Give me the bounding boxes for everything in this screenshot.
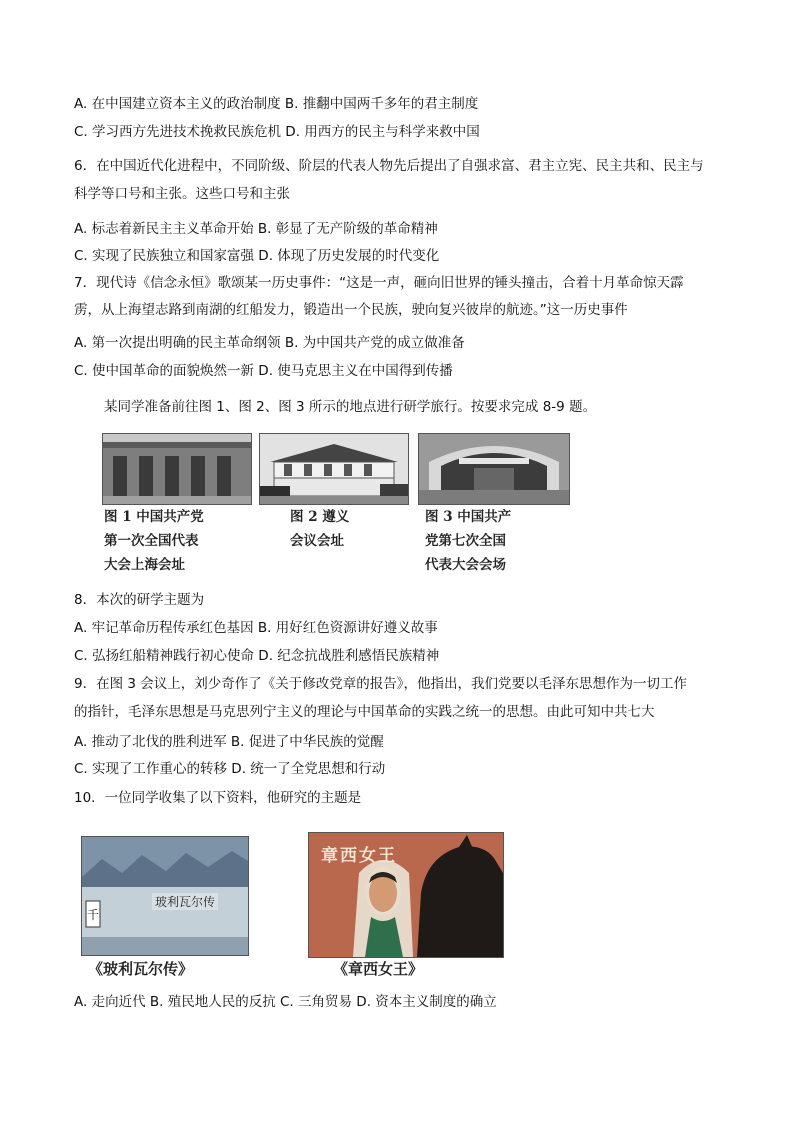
q10-options: A. 走向近代 B. 殖民地人民的反抗 C. 三角贸易 D. 资本主义制度的确立 bbox=[74, 994, 497, 1010]
q6-option-line-1: A. 标志着新民主主义革命开始 B. 彰显了无产阶级的革命精神 bbox=[74, 221, 438, 237]
q8-stem: 8．本次的研学主题为 bbox=[74, 592, 205, 608]
q8-option-line-2: C. 弘扬红船精神践行初心使命 D. 纪念抗战胜利感悟民族精神 bbox=[74, 648, 440, 664]
q7-stem-line-1: 7．现代诗《信念永恒》歌颂某一历史事件：“这是一声，砸向旧世界的锤头撞击，合着十月革命惊天霹 bbox=[74, 275, 684, 291]
figure-3-caption-line-2: 党第七次全国 bbox=[425, 533, 506, 549]
figure-1-caption bbox=[104, 505, 204, 577]
q9-stem-line-2: 的指针，毛泽东思想是马克思列宁主义的理论与中国革命的实践之统一的思想。由此可知中共七大 bbox=[74, 704, 655, 720]
q9-stem-line-1: 9．在图 3 会议上，刘少奇作了《关于修改党章的报告》，他指出，我们党要以毛泽东思想作为一切工作 bbox=[74, 676, 688, 692]
figure-1-caption-line-1: 图 1 中国共产党 bbox=[104, 509, 204, 525]
figure-2-caption bbox=[290, 505, 349, 553]
q6-stem-line-2: 科学等口号和主张。这些口号和主张 bbox=[74, 186, 290, 202]
figure-3-photo bbox=[418, 433, 570, 505]
q9-option-line-1: A. 推动了北伐的胜利进军 B. 促进了中华民族的觉醒 bbox=[74, 734, 384, 750]
book-1-cover-title: 玻利瓦尔传 bbox=[152, 893, 218, 910]
q10-stem: 10．一位同学收集了以下资料，他研究的主题是 bbox=[74, 790, 362, 806]
q7-option-line-2: C. 使中国革命的面貌焕然一新 D. 使马克思主义在中国得到传播 bbox=[74, 363, 453, 379]
figure-2-photo bbox=[259, 433, 409, 505]
section-intro: 某同学准备前往图 1、图 2、图 3 所示的地点进行研学旅行。按要求完成 8-9 题。 bbox=[104, 399, 597, 415]
book-1-cover bbox=[81, 836, 249, 956]
svg-text:千: 千 bbox=[86, 908, 100, 922]
q6-stem-line-1: 6．在中国近代化进程中，不同阶级、阶层的代表人物先后提出了自强求富、君主立宪、民主共和、民主与 bbox=[74, 158, 704, 174]
book-2-cover-title: 章西女王 bbox=[321, 846, 397, 866]
q7-option-line-1: A. 第一次提出明确的民主革命纲领 B. 为中国共产党的成立做准备 bbox=[74, 335, 465, 351]
book-2-caption: 《章西女王》 bbox=[333, 960, 424, 978]
figure-2-caption-line-2: 会议会址 bbox=[290, 533, 344, 549]
q6-option-line-2: C. 实现了民族独立和国家富强 D. 体现了历史发展的时代变化 bbox=[74, 248, 440, 264]
q7-stem-line-2: 雳，从上海望志路到南湖的红船发力，锻造出一个民族，驶向复兴彼岸的航迹。”这一历史事件 bbox=[74, 302, 628, 318]
figure-1-caption-line-3: 大会上海会址 bbox=[104, 557, 185, 573]
book-2-cover bbox=[308, 832, 504, 958]
book-1-caption: 《玻利瓦尔传》 bbox=[88, 960, 194, 978]
figure-3-caption-line-1: 图 3 中国共产 bbox=[425, 509, 512, 525]
q5-option-line-2: C. 学习西方先进技术挽救民族危机 D. 用西方的民主与科学来救中国 bbox=[74, 124, 480, 140]
figure-3-caption bbox=[425, 505, 511, 577]
figure-3-caption-line-3: 代表大会会场 bbox=[425, 557, 506, 573]
figure-1-photo bbox=[102, 433, 252, 505]
q5-option-line-1: A. 在中国建立资本主义的政治制度 B. 推翻中国两千多年的君主制度 bbox=[74, 96, 479, 112]
q8-option-line-1: A. 牢记革命历程传承红色基因 B. 用好红色资源讲好遵义故事 bbox=[74, 620, 438, 636]
q9-option-line-2: C. 实现了工作重心的转移 D. 统一了全党思想和行动 bbox=[74, 761, 386, 777]
figure-2-caption-line-1: 图 2 遵义 bbox=[290, 509, 350, 525]
figure-1-caption-line-2: 第一次全国代表 bbox=[104, 533, 199, 549]
